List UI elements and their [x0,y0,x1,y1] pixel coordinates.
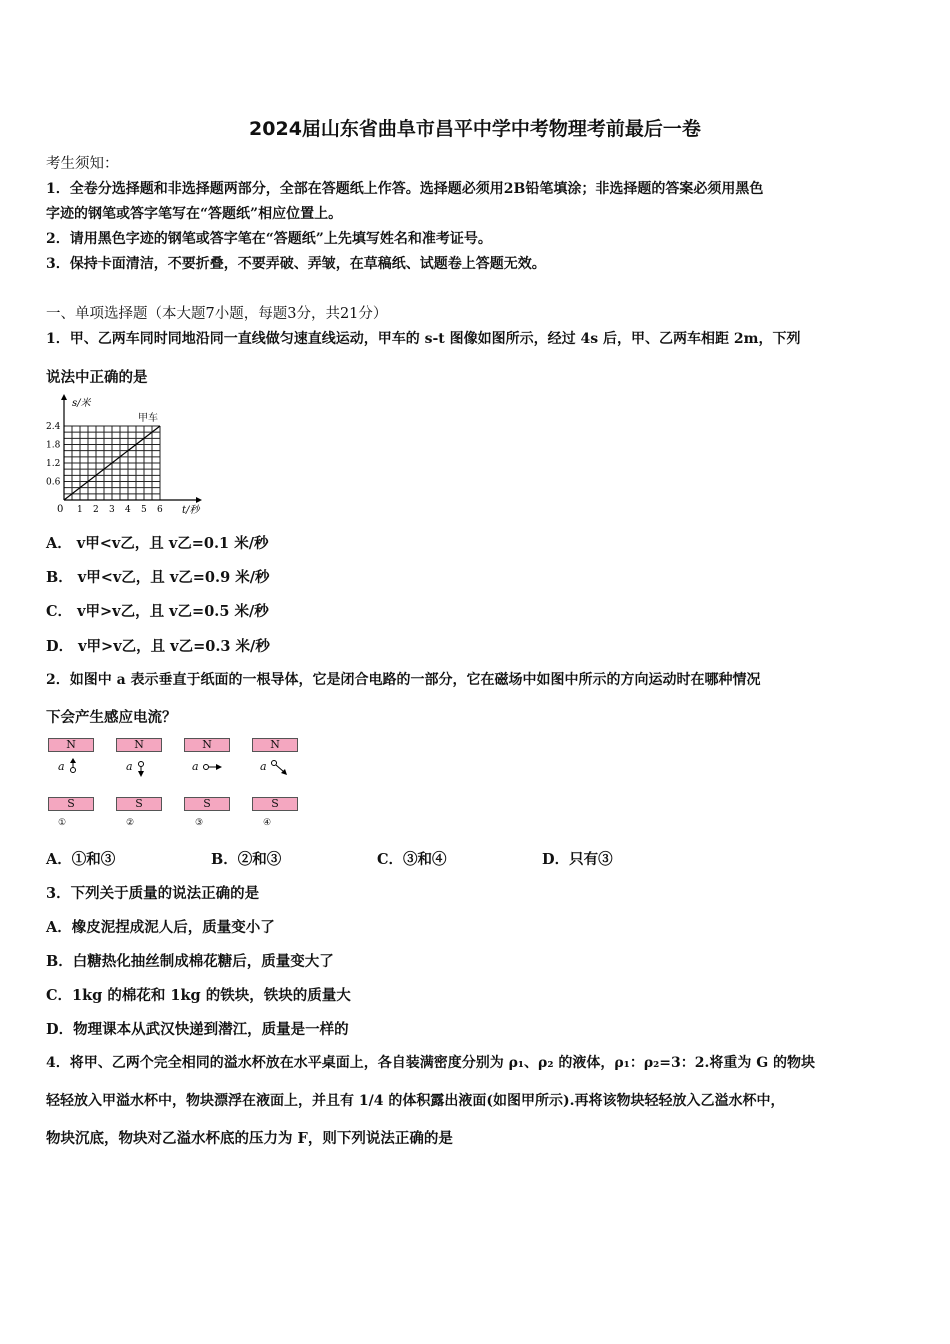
magnet-n-3: N [184,738,230,752]
x-tick-label: 6 [157,505,163,515]
q2-stem-line1: 2．如图中 a 表示垂直于纸面的一根导体，它是闭合电路的一部分，它在磁场中如图中所示的方向运动时在哪种情况 [46,672,761,688]
magnet-s-3: S [184,797,230,811]
origin-label: 0 [57,504,64,515]
notice-line-2: 2．请用黑色字迹的钢笔或答字笔在“答题纸”上先填写姓名和准考证号。 [46,231,492,247]
q3-option-a[interactable]: A．橡皮泥捏成泥人后，质量变小了 [46,919,275,936]
x-tick-label: 4 [125,505,131,515]
conductor-a-3: a [192,760,199,773]
x-axis-label: t/秒 [182,505,200,516]
q1-option-c[interactable]: C． v甲>v乙，且 v乙=0.5 米/秒 [46,603,269,620]
magnet-s-4: S [252,797,298,811]
y-tick-label: 1.2 [46,459,61,469]
q1-stem-line1: 1．甲、乙两车同时同地沿同一直线做匀速直线运动，甲车的 s-t 图像如图所示，经过 4s 后，甲、乙两车相距 2m，下列 [46,331,801,347]
q3-option-c[interactable]: C．1kg 的棉花和 1kg 的铁块，铁块的质量大 [46,987,351,1004]
magnet-s-1: S [48,797,94,811]
notice-line-3: 3．保持卡面清洁，不要折叠，不要弄破、弄皱，在草稿纸、试题卷上答题无效。 [46,256,546,272]
arrow-down-icon [136,758,148,778]
q4-stem-line3: 物块沉底，物块对乙溢水杯底的压力为 F，则下列说法正确的是 [46,1130,453,1147]
q2-option-d[interactable]: D．只有③ [542,851,613,868]
x-tick-label: 1 [77,505,83,515]
arrow-up-icon [68,758,80,778]
figure-num-3: ③ [195,818,204,828]
figure-num-4: ④ [263,818,272,828]
q3-stem: 3．下列关于质量的说法正确的是 [46,885,260,902]
magnet-n-1: N [48,738,94,752]
figure-num-1: ① [58,818,67,828]
section-heading: 一、单项选择题（本大题7小题，每题3分，共21分） [46,306,388,322]
q2-option-b[interactable]: B．②和③ [211,851,282,868]
x-tick-label: 3 [109,505,115,515]
q1-stem-line2: 说法中正确的是 [46,369,148,386]
conductor-a-1: a [58,760,65,773]
y-tick-label: 0.6 [46,477,61,488]
q3-option-d[interactable]: D．物理课本从武汉快递到潜江，质量是一样的 [46,1021,349,1038]
magnet-n-2: N [116,738,162,752]
q2-stem-line2: 下会产生感应电流？ [46,709,177,726]
magnet-s-2: S [116,797,162,811]
q4-stem-line1: 4．将甲、乙两个完全相同的溢水杯放在水平桌面上，各自装满密度分别为 ρ₁、ρ₂ 的液体，ρ₁：ρ₂=3：2.将重为 G 的物块 [46,1055,816,1071]
y-axis-label: s/米 [72,398,91,409]
q1-option-a[interactable]: A． v甲<v乙，且 v乙=0.1 米/秒 [46,535,269,552]
magnet-n-4: N [252,738,298,752]
x-tick-label: 2 [93,505,99,515]
series-label: 甲车 [138,413,158,424]
q4-stem-line2: 轻轻放入甲溢水杯中，物块漂浮在液面上，并且有 1/4 的体积露出液面(如图甲所示).再将该物块轻轻放入乙溢水杯中， [46,1093,785,1109]
arrow-diagonal-icon [270,758,290,778]
q2-option-c[interactable]: C．③和④ [377,851,447,868]
y-tick-label: 2.4 [46,422,61,432]
conductor-a-2: a [126,760,133,773]
q1-option-d[interactable]: D． v甲>v乙，且 v乙=0.3 米/秒 [46,638,270,655]
y-tick-label: 1.8 [46,440,61,451]
st-graph [44,392,214,517]
notice-line-1b: 字迹的钢笔或答字笔写在“答题纸”相应位置上。 [46,206,343,222]
notice-line-1a: 1．全卷分选择题和非选择题两部分，全部在答题纸上作答。选择题必须用2B铅笔填涂；非选择题的答案必须用黑色 [46,181,764,197]
x-tick-label: 5 [141,505,147,515]
q3-option-b[interactable]: B．白糖热化抽丝制成棉花糖后，质量变大了 [46,953,334,970]
arrow-right-icon [202,760,224,774]
q1-option-b[interactable]: B． v甲<v乙，且 v乙=0.9 米/秒 [46,569,270,586]
q2-option-a[interactable]: A．①和③ [46,851,116,868]
magnet-figure [46,736,306,832]
notice-heading: 考生须知： [46,156,119,172]
page-title: 2024届山东省曲阜市昌平中学中考物理考前最后一卷 [249,118,701,140]
conductor-a-4: a [260,760,267,773]
figure-num-2: ② [126,818,135,828]
